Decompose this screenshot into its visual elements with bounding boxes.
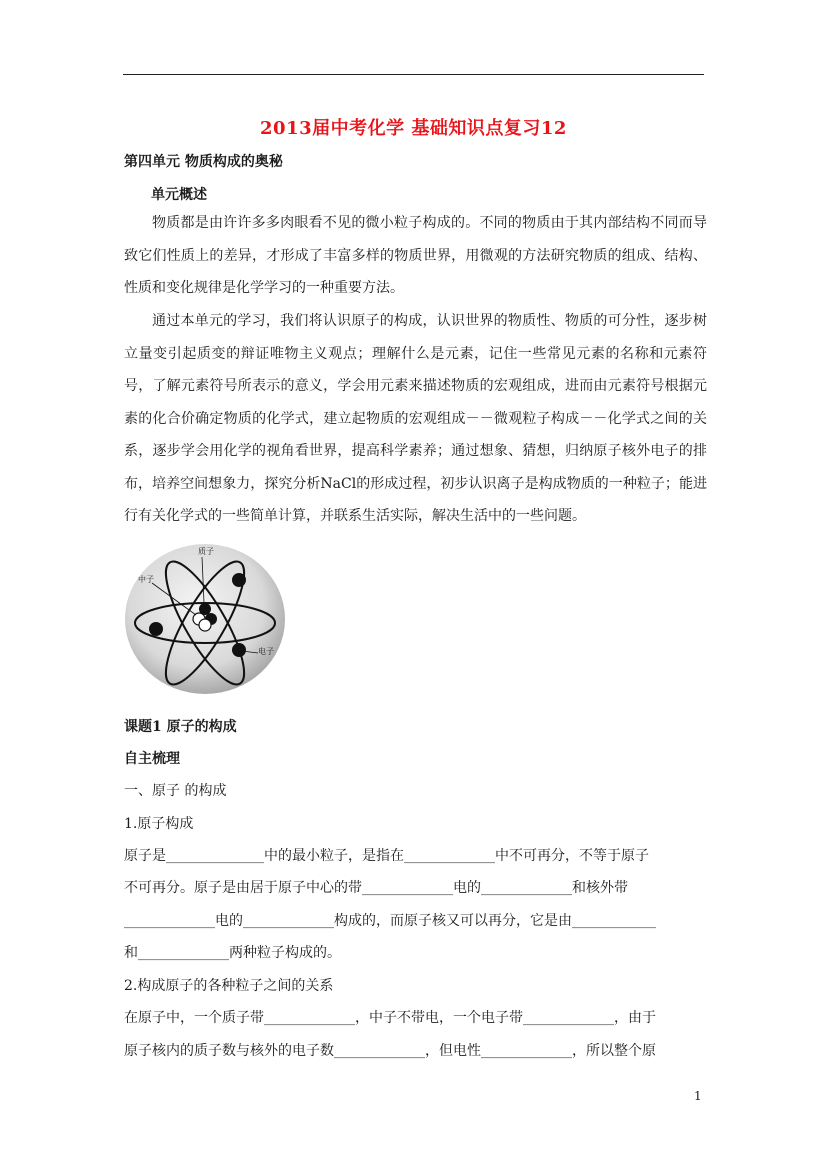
overview-paragraph-1	[124, 207, 707, 305]
lesson-heading: 课题1 原子的构成	[124, 719, 237, 735]
neutron-label: 中子	[138, 575, 154, 584]
self-study-heading: 自主梳理	[124, 751, 180, 767]
item-1-heading: 1.原子构成	[124, 816, 194, 832]
electron-label: 电子	[258, 647, 274, 656]
header-rule	[123, 74, 704, 75]
document-title: 2013届中考化学 基础知识点复习12	[260, 118, 567, 139]
fill-line-1: 原子是______________中的最小粒子，是指在_____________中不可再分，不等于原子	[124, 848, 649, 864]
section-1-heading: 一、原子 的构成	[124, 783, 227, 799]
unit-heading: 第四单元 物质构成的奥秘	[124, 154, 283, 170]
fill-line-3: _____________电的_____________构成的，而原子核又可以再分，它是由____________	[124, 913, 656, 929]
overview-text-2: 通过本单元的学习，我们将认识原子的构成，认识世界的物质性、物质的可分性，逐步树立量变引起质变的辩证唯物主义观点；理解什么是元素，记住一些常见元素的名称和元素符号，了解元素符号所表示的意义，学会用元素来描述物质的宏观组成，进而由元素符号根据元素的化合价确定物质的化学式，建立起物质的宏观组成－－微观粒子构成－－化学式之间的关系，逐步学会用化学的视角看世界，提高科学素养；通过想象、猜想，归纳原子核外电子的排布，培养空间想象力，探究分析NaCl的形成过程，初步认识离子是构成物质的一种粒子；能进行有关化学式的一些简单计算，并联系生活实际，解决生活中的一些问题。	[124, 313, 707, 524]
fill-line-5: 在原子中，一个质子带_____________，中子不带电，一个电子带_____________，由于	[124, 1010, 656, 1026]
overview-heading: 单元概述	[151, 187, 207, 203]
item-2-heading: 2.构成原子的各种粒子之间的关系	[124, 978, 334, 994]
overview-text-1: 物质都是由许许多多肉眼看不见的微小粒子构成的。不同的物质由于其内部结构不同而导致它们性质上的差异，才形成了丰富多样的物质世界，用微观的方法研究物质的组成、结构、性质和变化规律是化学学习的一种重要方法。	[124, 215, 707, 296]
proton-label: 质子	[198, 547, 214, 556]
fill-line-6: 原子核内的质子数与核外的电子数_____________，但电性_____________，所以整个原	[124, 1043, 656, 1059]
fill-line-4: 和_____________两种粒子构成的。	[124, 945, 341, 961]
fill-line-2: 不可再分。原子是由居于原子中心的带_____________电的_____________和核外带	[124, 880, 628, 896]
electron-dot-3	[232, 643, 246, 657]
atom-model-figure	[124, 543, 286, 695]
overview-paragraph-2	[124, 305, 707, 533]
electron-dot-1	[232, 573, 246, 587]
electron-dot-2	[149, 622, 163, 636]
page-number: 1	[694, 1089, 702, 1103]
